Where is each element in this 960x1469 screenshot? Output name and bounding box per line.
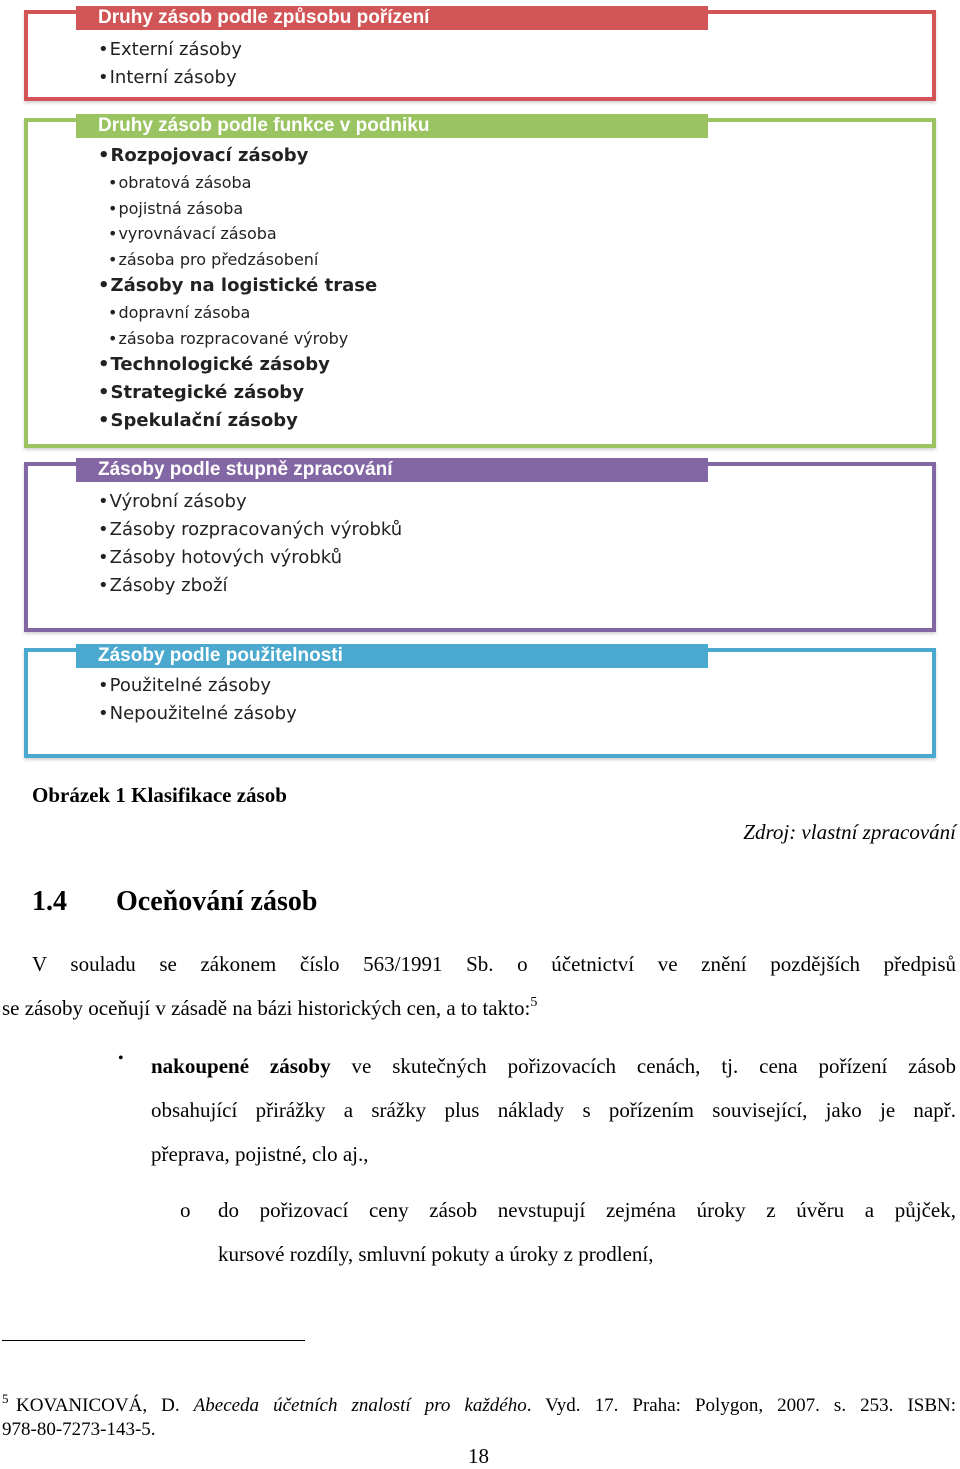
diagram-item: • Zásoby zboží bbox=[98, 572, 402, 600]
footnote-separator bbox=[2, 1340, 305, 1341]
diagram-item: • Použitelné zásoby bbox=[98, 672, 297, 700]
footnote-line: 978-80-7273-143-5. bbox=[2, 1419, 156, 1440]
diagram-item: • Interní zásoby bbox=[98, 64, 242, 92]
section-title: Oceňování zásob bbox=[116, 886, 318, 917]
bullet-line: obsahující přirážky a srážky plus náklady s pořízením související, jako je např. bbox=[151, 1098, 956, 1122]
diagram-item-list bbox=[98, 142, 377, 435]
diagram-box-function bbox=[24, 115, 936, 448]
diagram-item-list bbox=[98, 672, 297, 728]
section-number: 1.4 bbox=[32, 886, 67, 917]
footnote-rest: . Vyd. 17. Praha: Polygon, 2007. s. 253. ISBN: bbox=[526, 1395, 956, 1416]
diagram-subitem: • dopravní zásoba bbox=[98, 300, 377, 326]
diagram-box-title: Druhy zásob podle funkce v podniku bbox=[76, 114, 708, 138]
bullet-text: ve skutečných pořizovacích cenách, tj. cena pořízení zásob bbox=[330, 1054, 956, 1078]
footnote-number: 5 bbox=[2, 1391, 9, 1406]
diagram-box-acquisition bbox=[24, 7, 936, 101]
subbullet-line: kursové rozdíly, smluvní pokuty a úroky z prodlení, bbox=[218, 1242, 654, 1266]
subbullet-line: do pořizovací ceny zásob nevstupují zejména úroky z úvěru a půjček, bbox=[218, 1198, 956, 1222]
paragraph-line: V souladu se zákonem číslo 563/1991 Sb. o účetnictví ve znění pozdějších předpisů bbox=[32, 952, 956, 976]
subbullet-marker: o bbox=[180, 1198, 191, 1222]
figure-source: Zdroj: vlastní zpracování bbox=[743, 820, 956, 844]
diagram-item-list bbox=[98, 36, 242, 92]
paragraph-line bbox=[2, 986, 537, 1030]
diagram-item: • Zásoby na logistické trase bbox=[98, 272, 377, 300]
diagram-box-processing bbox=[24, 459, 936, 632]
figure-caption: Obrázek 1 Klasifikace zásob bbox=[32, 783, 287, 807]
diagram-item: • Strategické zásoby bbox=[98, 379, 377, 407]
diagram-item: • Výrobní zásoby bbox=[98, 488, 402, 516]
diagram-subitem: • vyrovnávací zásoba bbox=[98, 221, 377, 247]
footnote-author: KOVANICOVÁ, D. bbox=[16, 1395, 194, 1416]
diagram-item: • Rozpojovací zásoby bbox=[98, 142, 377, 170]
diagram-subitem: • obratová zásoba bbox=[98, 170, 377, 196]
diagram-subitem: • zásoba pro předzásobení bbox=[98, 247, 377, 273]
diagram-item: • Zásoby hotových výrobků bbox=[98, 544, 402, 572]
diagram-subitem: • pojistná zásoba bbox=[98, 196, 377, 222]
bullet-line bbox=[151, 1044, 956, 1088]
diagram-item-list bbox=[98, 488, 402, 600]
footnote-reference: 5 bbox=[530, 995, 538, 1010]
diagram-box-title: Zásoby podle použitelnosti bbox=[76, 644, 708, 668]
diagram-box-title: Zásoby podle stupně zpracování bbox=[76, 458, 708, 482]
diagram-item: • Technologické zásoby bbox=[98, 351, 377, 379]
footnote-line bbox=[16, 1394, 956, 1418]
diagram-item: • Nepoužitelné zásoby bbox=[98, 700, 297, 728]
diagram-subitem: • zásoba rozpracované výroby bbox=[98, 326, 377, 352]
bullet-bold-term: nakoupené zásoby bbox=[151, 1054, 331, 1078]
footnote-book-title: Abeceda účetních znalostí pro každého bbox=[193, 1395, 527, 1416]
diagram-item: • Spekulační zásoby bbox=[98, 407, 377, 435]
diagram-item: • Externí zásoby bbox=[98, 36, 242, 64]
diagram-box-usability bbox=[24, 645, 936, 758]
bullet-marker: • bbox=[118, 1050, 124, 1067]
bullet-line: přeprava, pojistné, clo aj., bbox=[151, 1142, 369, 1166]
paragraph-text: se zásoby oceňují v zásadě na bázi historických cen, a to takto: bbox=[2, 996, 531, 1020]
diagram-item: • Zásoby rozpracovaných výrobků bbox=[98, 516, 402, 544]
diagram-box-title: Druhy zásob podle způsobu pořízení bbox=[76, 6, 708, 30]
page-number: 18 bbox=[468, 1444, 489, 1468]
